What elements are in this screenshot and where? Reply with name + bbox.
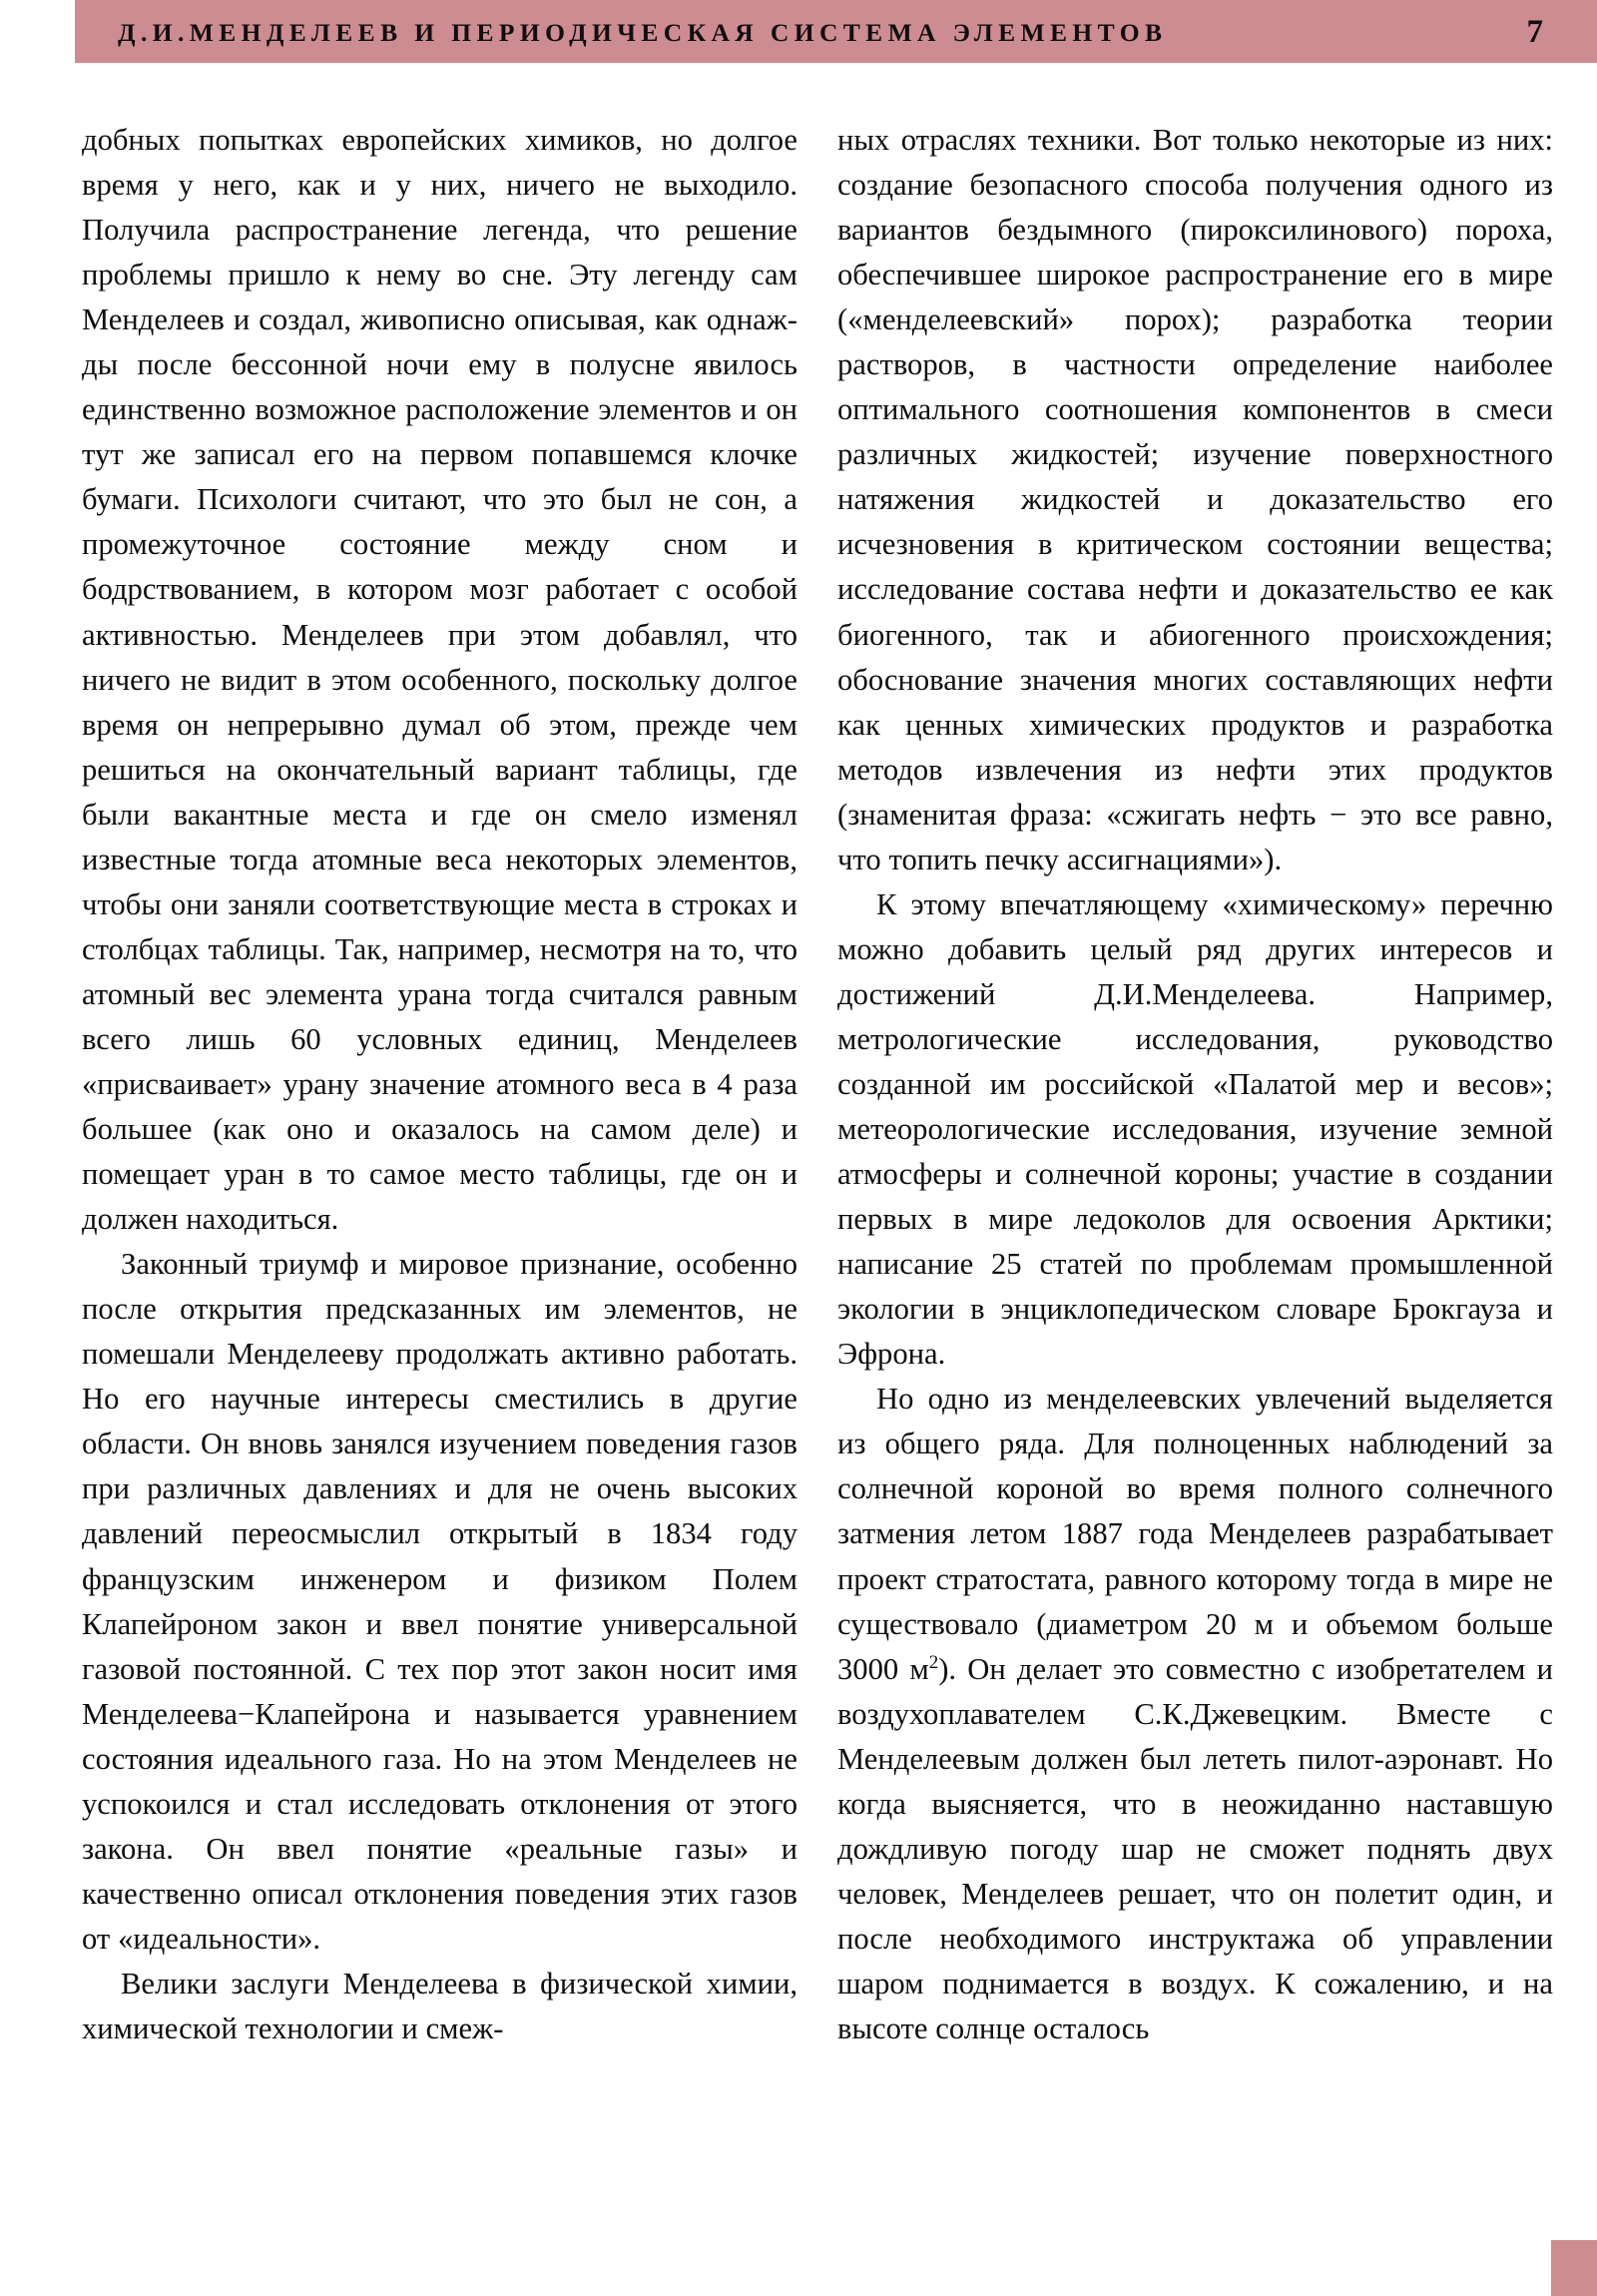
paragraph: добных попытках европейских химиков, но долгое время у него, как и у них, ничего не выходило. Получила распространение легенда, что решение проблемы пришло к нему во сне. Эту легенду сам Менделеев и создал, живописно описывая, как однаж-ды после бессонной ночи ему в полусне явилось единственно возможное расположение элементов и он тут же записал его на первом попавшемся клочке бумаги. Психологи считают, что это был не сон, а промежуточное состояние между сном и бодрствованием, в котором мозг работает с особой активностью. Менделеев при этом добавлял, что ничего не видит в этом особенного, поскольку долгое время он непрерывно думал об этом, прежде чем решиться на окончательный вариант таблицы, где были вакантные места и где он смело изменял известные тогда атомные веса некоторых элементов, чтобы они заняли соответствующие места в строках и столбцах таблицы. Так, например, несмотря на то, что атомный вес элемента урана тогда считался равным всего лишь 60 условных единиц, Менделеев «присваивает» урану значение атомного веса в 4 раза большее (как оно и оказалось на самом деле) и помещает уран в то самое место таблицы, где он и должен находиться.: [82, 123, 798, 1237]
running-head-content: [75, 0, 1597, 63]
text-columns: [35, 118, 1562, 2051]
paragraph: Велики заслуги Менделеева в физической химии, химической технологии и смеж-: [82, 1966, 798, 2045]
running-head-band: [75, 0, 1597, 63]
page-number: 7: [1526, 14, 1543, 50]
paragraph-text-part-2: ). Он делает это совместно с изобретателем и воздухоплавателем С.К.Джевецким. Вместе с Менделеевым должен был лететь пилот-аэронавт. Но когда выясняется, что в неожиданно наставшую дождливую погоду шар не сможет поднять двух человек, Менделеев решает, что он полетит один, и после необходимого инструктажа об управлении шаром поднимается в воздух. К сожалению, и на высоте солнце осталось: [837, 1651, 1553, 2045]
paragraph: ных отраслях техники. Вот только некоторые из них: создание безопасного способа получения одного из вариантов бездымного (пироксилинового) пороха, обеспечившее широкое распространение его в мире («менделеевский» порох); разработка теории растворов, в частности определение наиболее оптимального соотношения компонентов в смеси различных жидкостей; изучение поверхностного натяжения жидкостей и доказательство его исчезновения в критическом состоянии вещества; исследование состава нефти и доказательство ее как биогенного, так и абиогенного происхождения; обоснование значения многих составляющих нефти как ценных химических продуктов и разработка методов извлечения из нефти этих продуктов (знаменитая фраза: «сжигать нефть − это все равно, что топить печку ассигнациями»).: [837, 123, 1553, 876]
right-column: [837, 118, 1553, 2051]
paragraph-with-superscript: [837, 1377, 1553, 2051]
paragraph: К этому впечатляющему «химическому» перечню можно добавить целый ряд других интересов и достижений Д.И.Менделеева. Например, метрологические исследования, руководство созданной им российской «Палатой мер и весов»; метеорологические исследования, изучение земной атмосферы и солнечной короны; участие в создании первых в мире ледоколов для освоения Арктики; написание 25 статей по проблемам промышленной экологии в энциклопедическом словаре Брокгауза и Эфрона.: [837, 886, 1553, 1372]
page-title: Д.И.МЕНДЕЛЕЕВ И ПЕРИОДИЧЕСКАЯ СИСТЕМА ЭЛЕМЕНТОВ: [118, 17, 1168, 47]
paragraph: Законный триумф и мировое признание, особенно после открытия предсказанных им элементов, не помешали Менделееву продолжать активно работать. Но его научные интересы сместились в другие области. Он вновь занялся изучением поведения газов при различных давлениях и для не очень высоких давлений переосмыслил открытый в 1834 году французским инженером и физиком Полем Клапейроном закон и ввел понятие универсальной газовой постоянной. С тех пор этот закон носит имя Менделеева−Клапейрона и называется уравнением состояния идеального газа. Но на этом Менделеев не успокоился и стал исследовать отклонения от этого закона. Он ввел понятие «реальные газы» и качественно описал отклонения поведения этих газов от «идеальности».: [82, 1247, 798, 1956]
corner-color-mark: [1551, 2240, 1597, 2296]
paragraph-text-part-1: Но одно из менделеевских увлечений выделяется из общего ряда. Для полноценных наблюдений за солнечной короной во время полного солнечного затмения летом 1887 года Менделеев разрабатывает проект стратостата, равного которому тогда в мире не существовало (диаметром 20 м и объемом больше 3000 м: [837, 1382, 1553, 1686]
left-column: [82, 118, 798, 2051]
superscript-exponent: 2: [928, 1651, 939, 1673]
page-body: [0, 118, 1597, 2051]
